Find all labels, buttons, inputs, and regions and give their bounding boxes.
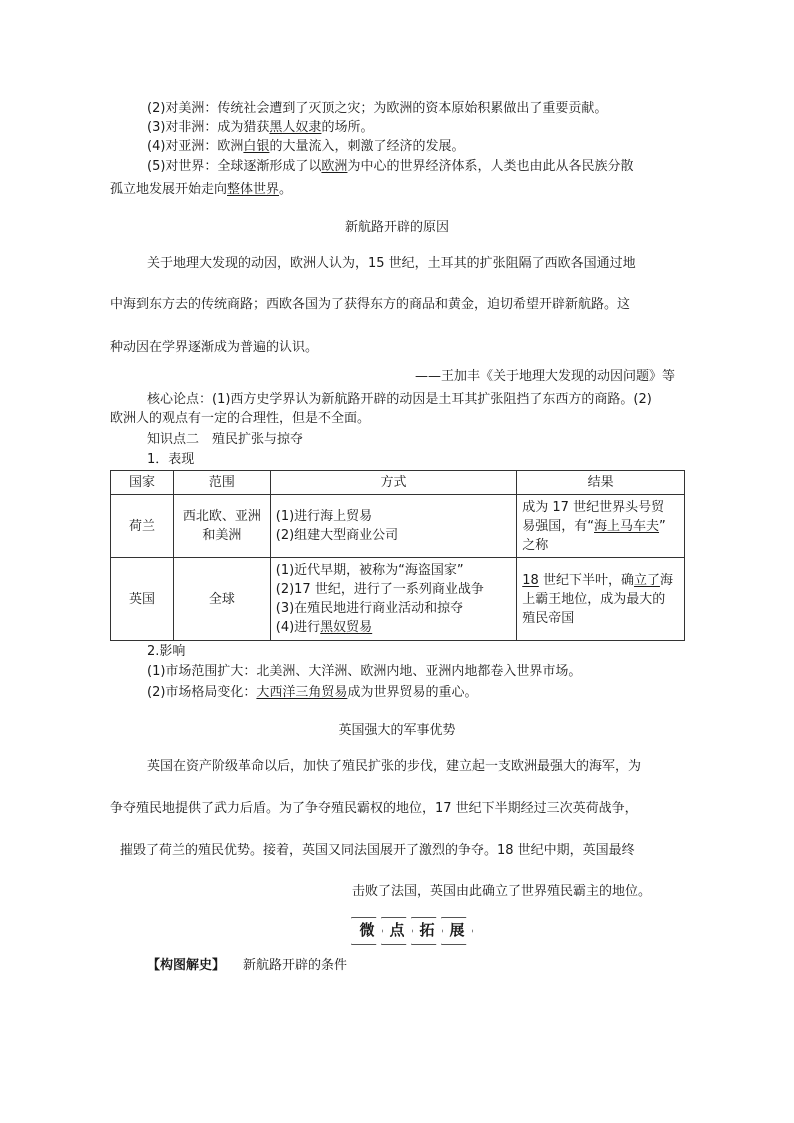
- impact-americas: [147, 100, 607, 118]
- row1-country: 荷兰: [111, 495, 174, 558]
- box1-line2: 中海到东方去的传统商路；西欧各国为了获得东方的商品和黄金，迫切希望开辟新航路。这: [110, 297, 631, 312]
- impact-line2: [147, 684, 477, 702]
- row2-range: 全球: [173, 558, 270, 641]
- impact-world-cont-keyword: 整体世界: [227, 182, 280, 197]
- table-row: [111, 558, 685, 641]
- impact-africa: [147, 119, 373, 137]
- impact-asia: [147, 138, 464, 156]
- box2-line3: 摧毁了荷兰的殖民优势。接着，英国又同法国展开了激烈的争夺。18 世纪中期，英国最终: [120, 843, 635, 858]
- row1-result-keyword: 海上马车夫: [594, 518, 660, 534]
- impact-line1: (1)市场范围扩大：北美洲、大洋洲、欧洲内地、亚洲内地都卷入世界市场。: [147, 664, 582, 679]
- box2-line4: 击败了法国，英国由此确立了世界殖民霸主的地位。: [352, 884, 652, 899]
- box1-source: ——王加丰《关于地理大发现的动因问题》等: [414, 369, 675, 384]
- section2-title: 知识点二 殖民扩张与掠夺: [147, 432, 304, 447]
- row2-method-2: (2)17 世纪，进行了一系列商业战争: [275, 582, 484, 597]
- impact-africa-keyword: 黑人奴隶: [269, 120, 322, 135]
- row2-result-1: [522, 571, 679, 590]
- row1-method-1: (1)进行海上贸易: [275, 509, 373, 524]
- box1-line1: 关于地理大发现的动因，欧洲人认为，15 世纪，土耳其的扩张阻隔了西欧各国通过地: [147, 256, 636, 271]
- impact-asia-keyword: 白银: [243, 139, 270, 154]
- box2-line2: 争夺殖民地提供了武力后盾。为了争夺殖民霸权的地位，17 世纪下半期经过三次英荷战争，: [110, 801, 638, 816]
- impact-world: [147, 158, 633, 176]
- impact-line2-b: 成为世界贸易的重心。: [347, 685, 478, 700]
- row2-result: [517, 558, 685, 641]
- row2-method-4a: (4)进行: [275, 620, 321, 635]
- colonial-table: [110, 470, 685, 641]
- row2-country: 英国: [111, 558, 174, 641]
- impact-world-text: (5)对世界：全球逐渐形成了以: [147, 159, 322, 174]
- row2-method-3: (3)在殖民地进行商业活动和掠夺: [275, 601, 464, 616]
- impact-title: 2.影响: [147, 644, 186, 659]
- core-point-2: 欧洲人的观点有一定的合理性，但是不全面。: [110, 411, 371, 426]
- banner-char: 点: [389, 921, 405, 939]
- box1-title: 新航路开辟的原因: [344, 220, 449, 235]
- core-point-1: 核心论点：(1)西方史学界认为新航路开辟的动因是土耳其扩张阻挡了东西方的商路。(2): [147, 392, 652, 407]
- row2-result-2: 上霸王地位，成为最大的: [522, 591, 666, 607]
- box1-line3: 种动因在学界逐渐成为普遍的认识。: [110, 340, 319, 355]
- footer-heading: [147, 957, 347, 975]
- impact-world-cont-text: 孤立地发展开始走向: [110, 182, 228, 197]
- impact-africa-text: (3)对非洲：成为猎获: [147, 120, 270, 135]
- row2-result-1b: 世纪下半叶，确: [538, 572, 634, 588]
- footer-tag: 【构图解史】: [147, 958, 226, 973]
- table-row: [111, 495, 685, 558]
- row1-result-3: 之称: [522, 537, 549, 553]
- row1-result: [517, 495, 685, 558]
- header-result: 结果: [517, 471, 685, 495]
- row2-result-year: 18: [522, 572, 539, 588]
- footer-title: 新航路开辟的条件: [243, 958, 348, 973]
- row2-method-keyword: 黑奴贸易: [320, 620, 373, 635]
- impact-americas-text: (2)对美洲：传统社会遭到了灭顶之灾；为欧洲的资本原始积累做出了重要贡献。: [147, 101, 608, 116]
- row1-range: [173, 495, 270, 558]
- section2-sub1: 1．表现: [147, 452, 195, 467]
- banner-char: 拓: [419, 921, 435, 939]
- row1-result-2a: 易强国，有“: [522, 518, 595, 534]
- row1-result-2: [522, 517, 679, 536]
- banner-char: 展: [449, 921, 465, 939]
- impact-world-cont: [110, 181, 292, 199]
- row1-method: [270, 495, 517, 558]
- row1-result-2b: ”: [659, 518, 666, 534]
- header-country: 国家: [111, 471, 174, 495]
- row1-range-line1: 西北欧、亚洲: [182, 509, 261, 524]
- impact-asia-text-end: 的大量流入，刺激了经济的发展。: [269, 139, 465, 154]
- row2-method-4: [276, 618, 512, 637]
- impact-world-keyword: 欧洲: [321, 159, 348, 174]
- row2-method: [270, 558, 517, 641]
- impact-line2-a: (2)市场格局变化：: [147, 685, 257, 700]
- box2-line1: 英国在资产阶级革命以后，加快了殖民扩张的步伐，建立起一支欧洲最强大的海军，为: [147, 759, 642, 774]
- impact-world-cont-end: 。: [279, 182, 293, 197]
- banner-char: 微: [359, 921, 375, 939]
- header-range: 范围: [173, 471, 270, 495]
- impact-world-text-end: 为中心的世界经济体系，人类也由此从各民族分散: [347, 159, 634, 174]
- impact-asia-text: (4)对亚洲：欧洲: [147, 139, 244, 154]
- impact-line2-keyword: 大西洋三角贸易: [256, 685, 348, 700]
- row2-method-1: (1)近代早期，被称为“海盗国家”: [275, 563, 464, 578]
- row2-result-1c: 海: [659, 572, 673, 588]
- impact-africa-text-end: 的场所。: [321, 120, 374, 135]
- header-method: 方式: [270, 471, 517, 495]
- box2-title: 英国强大的军事优势: [338, 723, 456, 738]
- row1-result-1: 成为 17 世纪世界头号贸: [522, 499, 665, 515]
- table-header-row: [111, 471, 685, 495]
- row1-range-line2: 和美洲: [202, 528, 242, 543]
- row1-method-2: (2)组建大型商业公司: [275, 528, 399, 543]
- row2-result-keyword: 立了: [633, 572, 660, 588]
- row2-result-3: 殖民帝国: [522, 610, 575, 626]
